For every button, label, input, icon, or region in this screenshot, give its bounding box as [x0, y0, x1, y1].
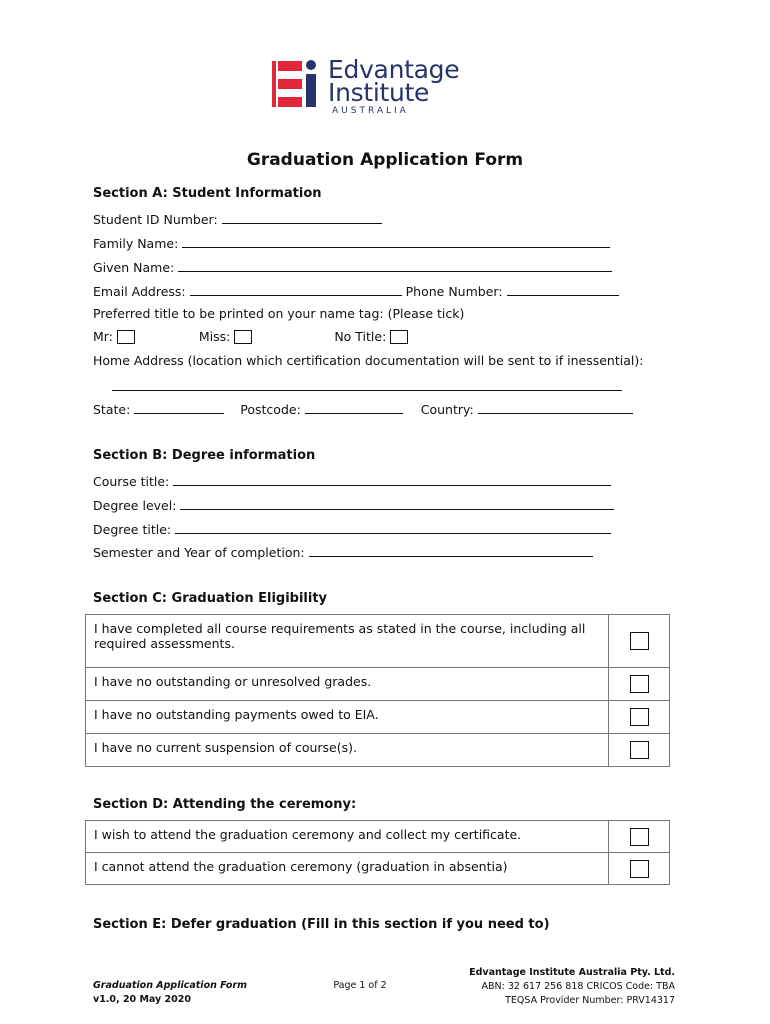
degree-title-label: Degree title: — [93, 522, 172, 537]
logo-text-line2: Institute — [328, 78, 430, 107]
student-id-label: Student ID Number: — [93, 212, 218, 227]
eligibility-checkbox-4[interactable] — [630, 741, 649, 759]
eligibility-checkbox-3[interactable] — [630, 708, 649, 726]
title-options-row — [93, 329, 408, 344]
section-b-heading: Section B: Degree information — [93, 448, 316, 463]
home-address-field[interactable] — [112, 377, 622, 391]
semester-label: Semester and Year of completion: — [93, 545, 305, 560]
country-field[interactable] — [478, 400, 633, 414]
phone-field[interactable] — [507, 282, 619, 296]
eligibility-checkbox-2[interactable] — [630, 675, 649, 693]
table-row — [86, 668, 670, 701]
home-address-row — [112, 377, 622, 394]
given-name-row — [93, 258, 612, 275]
footer-company: Edvantage Institute Australia Pty. Ltd. — [469, 967, 675, 978]
degree-title-field[interactable] — [175, 520, 611, 534]
table-row — [86, 701, 670, 734]
footer-doc-name: Graduation Application Form — [93, 980, 248, 991]
phone-label: Phone Number: — [405, 284, 503, 299]
eligibility-text: I have no current suspension of course(s). — [86, 734, 609, 767]
degree-level-row — [93, 496, 614, 513]
footer-teqsa: TEQSA Provider Number: PRV14317 — [505, 995, 675, 1006]
mr-label: Mr: — [93, 329, 113, 344]
state-postcode-country-row — [93, 400, 633, 417]
table-row — [86, 821, 670, 853]
email-label: Email Address: — [93, 284, 186, 299]
footer-page-number: Page 1 of 2 — [333, 980, 387, 991]
home-address-label: Home Address (location which certification documentation will be sent to if inessential): — [93, 353, 644, 368]
family-name-label: Family Name: — [93, 236, 179, 251]
attend-checkbox[interactable] — [630, 828, 649, 846]
degree-level-field[interactable] — [180, 496, 614, 510]
page-title: Graduation Application Form — [246, 150, 524, 170]
email-field[interactable] — [190, 282, 402, 296]
family-name-field[interactable] — [182, 234, 610, 248]
state-field[interactable] — [134, 400, 224, 414]
eligibility-text: I have no outstanding or unresolved grades. — [86, 668, 609, 701]
absentia-checkbox[interactable] — [630, 860, 649, 878]
ceremony-text: I cannot attend the graduation ceremony (graduation in absentia) — [86, 853, 609, 885]
postcode-label: Postcode: — [240, 402, 301, 417]
no-title-label: No Title: — [334, 329, 387, 344]
eligibility-text: I have completed all course requirements as stated in the course, including all required assessments. — [86, 615, 609, 668]
no-title-checkbox[interactable] — [390, 330, 408, 344]
footer-doc-info — [93, 980, 247, 1005]
eligibility-text: I have no outstanding payments owed to EIA. — [86, 701, 609, 734]
section-a-heading: Section A: Student Information — [93, 186, 322, 201]
student-id-field[interactable] — [222, 210, 382, 224]
family-name-row — [93, 234, 610, 251]
given-name-label: Given Name: — [93, 260, 175, 275]
degree-title-row — [93, 520, 611, 537]
semester-field[interactable] — [309, 543, 593, 557]
footer-abn: ABN: 32 617 256 818 CRICOS Code: TBA — [481, 981, 675, 992]
email-phone-row — [93, 282, 619, 299]
edvantage-logo — [272, 54, 492, 120]
table-row — [86, 615, 670, 668]
postcode-field[interactable] — [305, 400, 403, 414]
section-e-heading: Section E: Defer graduation (Fill in this section if you need to) — [93, 917, 550, 932]
footer-company-info — [440, 966, 675, 1008]
logo-text-line1: Edvantage — [328, 55, 460, 84]
course-title-row — [93, 472, 611, 489]
section-d-heading: Section D: Attending the ceremony: — [93, 797, 357, 812]
footer-version: v1.0, 20 May 2020 — [93, 994, 191, 1005]
miss-checkbox[interactable] — [234, 330, 252, 344]
state-label: State: — [93, 402, 131, 417]
eligibility-table — [85, 614, 670, 767]
table-row — [86, 853, 670, 885]
miss-label: Miss: — [198, 329, 231, 344]
degree-level-label: Degree level: — [93, 498, 177, 513]
logo-text-country: AUSTRALIA — [332, 106, 409, 116]
section-c-heading: Section C: Graduation Eligibility — [93, 591, 328, 606]
table-row — [86, 734, 670, 767]
course-title-field[interactable] — [173, 472, 611, 486]
student-id-row — [93, 210, 382, 227]
ceremony-text: I wish to attend the graduation ceremony and collect my certificate. — [86, 821, 609, 853]
semester-row — [93, 543, 593, 560]
preferred-title-label: Preferred title to be printed on your name tag: (Please tick) — [93, 306, 465, 321]
given-name-field[interactable] — [178, 258, 612, 272]
mr-checkbox[interactable] — [117, 330, 135, 344]
ceremony-table — [85, 820, 670, 885]
course-title-label: Course title: — [93, 474, 170, 489]
country-label: Country: — [420, 402, 474, 417]
logo-mark-icon — [272, 58, 322, 110]
eligibility-checkbox-1[interactable] — [630, 632, 649, 650]
